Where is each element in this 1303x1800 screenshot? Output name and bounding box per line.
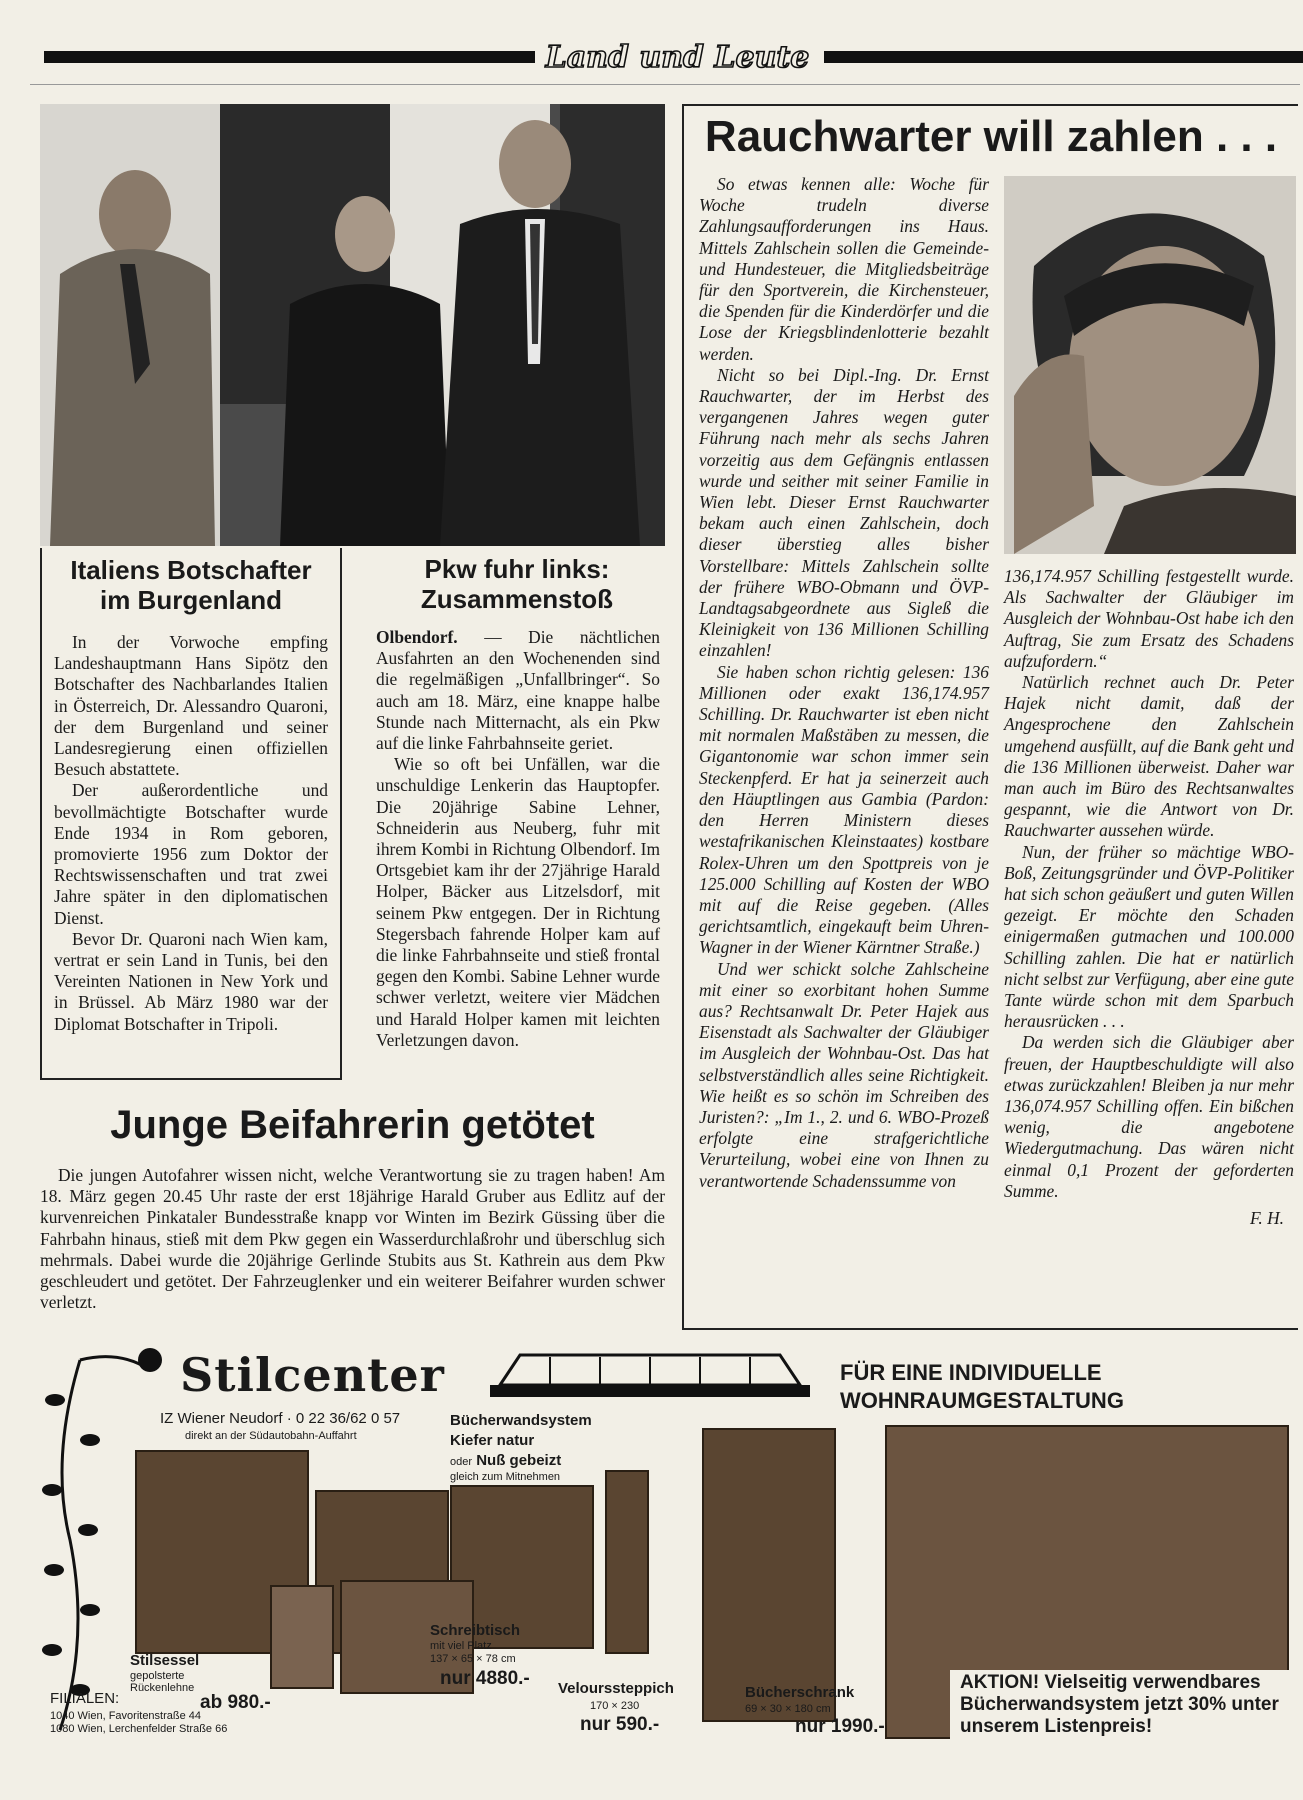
chair-image	[270, 1585, 334, 1689]
chair-title: Stilsessel	[130, 1652, 200, 1669]
section-title: Land und Leute	[535, 38, 820, 78]
rauchwarter-headline: Rauchwarter will zahlen . . .	[704, 112, 1278, 161]
desk-desc: mit viel Platz	[430, 1640, 492, 1652]
passenger-headline: Junge Beifahrerin getötet	[110, 1103, 595, 1147]
rauchwarter-portrait	[1004, 176, 1296, 554]
passenger-paragraph: Die jungen Autofahrer wissen nicht, welche Verantwortung sie zu tragen haben! Am 18. März gegen 20.45 Uhr raste der erst 18jährige Harald Gruber aus Edlitz auf der kurvenreichen Pinkataler Bundesstraße knapp vor Winten im Bezirk Güssing über die Fahrbahn hinaus, stieß mit dem Pkw gegen ein Wasserdurchlaßrohr und überschlug sich mehrmals. Dabei wurde die 20jährige Gerlinde Stubits aus St. Kathrein aus dem Pkw geschleudert und getötet. Der Fahrzeuglenker und ein weiterer Beifahrer wurden schwer verletzt.	[40, 1165, 665, 1313]
rauchwarter-paragraph: Nun, der früher so mächtige WBO-Boß, Zeitungsgründer und ÖVP-Politiker hat sich schon geäußert und guten Willen gezeigt. Er möchte den Schaden einigermaßen gutmachen und 100.000 Schilling zahlen. Die hat er natürlich nicht selbst zur Verfügung, aber eine gute Tante würde schon mit dem Sparbuch herausrücken . . .	[1004, 841, 1294, 1032]
rug-title: Velourssteppich	[558, 1680, 674, 1697]
crash-body	[376, 627, 660, 1051]
shelf-price: nur 1990.-	[795, 1716, 885, 1737]
desk-dims: 137 × 65 × 78 cm	[430, 1653, 516, 1665]
desk-price: nur 4880.-	[440, 1668, 530, 1689]
reception-photo	[40, 104, 665, 546]
rauchwarter-paragraph: Da werden sich die Gläubiger aber freuen, der Hauptbeschuldigte will also etwas zurückzahlen! Bleiben ja nur mehr 136,074.957 Schilling offen. Ein bißchen wenig, die angebotene Wiedergutmachung. Das wären nicht einmal 0,1 Prozent der geforderten Summe.	[1004, 1032, 1294, 1201]
store-building-illustration	[490, 1345, 810, 1405]
promo-line: unserem Listenpreis!	[960, 1716, 1153, 1737]
bookcase-note: gleich zum Mitnehmen	[450, 1471, 561, 1483]
bookcase-line1: Kiefer natur	[450, 1432, 535, 1449]
rauchwarter-paragraph: Natürlich rechnet auch Dr. Peter Hajek nicht damit, daß der Angesprochene den Zahlschein umgehend ausfüllt, auf die Bank geht und die 136 Millionen überweist. Daher war man auch im Büro des Rechtsanwaltes gespannt, wie die Antwort von Dr. Rauchwarter aussehen würde.	[1004, 672, 1294, 841]
crash-dateline: Olbendorf.	[376, 627, 458, 647]
chair-desc: gepolsterte Rückenlehne	[130, 1670, 195, 1694]
rauchwarter-paragraph: Sie haben schon richtig gelesen: 136 Millionen oder exakt 136,174.957 Schilling. Dr. Rauchwarter ist eben nicht mit normalen Maßstäben zu messen, die Gigantonomie war schon immer sein Steckenpferd. Er hat ja seinerzeit auch den Häuptlingen aus Gambia (Pardon: den Herren Ministern dieses westafrikanischen Kleinstaates) kostbare Rolex-Uhren um den Spottpreis von je 125.000 Schilling auf Kosten der WBO mit auf die Reise gegeben. (Alles gerichtsamtlich, eingekauft beim Uhren-Wagner in der Wiener Kärntner Straße.)	[699, 661, 989, 958]
crash-paragraph: — Die nächtlichen Ausfahrten an den Wochenenden sind die regelmäßigen „Unfallbringer“. So auch am 18. März, eine knappe halbe Stunde nach Mitternacht, als ein Pkw auf die linke Fahrbahnseite geriet.	[376, 627, 660, 754]
rug-dims: 170 × 230	[590, 1700, 640, 1712]
rug-price: nur 590.-	[580, 1714, 660, 1735]
promo-box	[950, 1670, 1290, 1740]
bookcase-image	[605, 1470, 649, 1654]
rauchwarter-paragraph: 136,174.957 Schilling festgestellt wurde. Als Sachwalter der Gläubiger im Ausgleich der Wohnbau-Ost habe ich den Auftrag, Sie zum Ersatz des Schadens aufzufordern.“	[1004, 566, 1294, 671]
branch-address: 1040 Wien, Favoritenstraße 44	[50, 1710, 202, 1722]
bookcase-title: Bücherwandsystem	[450, 1412, 592, 1429]
promo-line: Bücherwandsystem jetzt 30% unter	[960, 1694, 1279, 1715]
stilcenter-directions: direkt an der Südautobahn-Auffahrt	[185, 1430, 357, 1442]
italy-headline: Italiens Botschafter im Burgenland	[70, 555, 312, 615]
chair-price: ab 980.-	[200, 1692, 271, 1713]
passenger-article	[40, 1102, 665, 1313]
stilcenter-ad	[30, 1340, 1303, 1785]
desk-title: Schreibtisch	[430, 1622, 521, 1639]
crash-paragraph: Wie so oft bei Unfällen, war die unschuldige Lenkerin das Hauptopfer. Die 20jährige Sabine Lehner, Schneiderin aus Neuberg, fuhr mit ihrem Kombi in Richtung Olbendorf. Im Ortsgebiet kam ihr der 27jährige Harald Holper, Bäcker aus Litzelsdorf, mit seinem Pkw entgegen. Der in Richtung Stegersbach fahrende Holper kam auf die linke Fahrbahnseite und stieß frontal gegen den Kombi. Sabine Lehner wurde schwer verletzt, weitere vier Mädchen und Harald Holper kamen mit leichten Verletzungen davon.	[376, 754, 660, 1050]
ad-right-headline: FÜR EINE INDIVIDUELLE	[840, 1360, 1102, 1385]
italy-paragraph: In der Vorwoche empfing Landeshauptmann Hans Sipötz den Botschafter des Nachbarlandes Italien in Österreich, Dr. Alessandro Quaroni, der dem Burgenland und seiner Landesregierung einen offiziellen Besuch abstattete.	[54, 632, 328, 780]
bookshelf-image	[702, 1428, 836, 1722]
passenger-body	[40, 1165, 665, 1313]
rauchwarter-paragraph: Und wer schickt solche Zahlscheine mit einer so exorbitant hohen Summe aus? Rechtsanwalt Dr. Peter Hajek aus Eisenstadt als Sachwalter der Gläubiger im Ausgleich der Wohnbau-Ost. Das hat selbstverständlich alles seine Richtigkeit. Wie heißt es so schön im Schreiben des Juristen?: „Im 1., 2. und 6. WBO-Prozeß erfolgte eine strafgerichtliche Verurteilung, wobei eine von Ihnen zu verantwortende Schadenssumme von	[699, 958, 989, 1191]
promo-line: AKTION! Vielseitig verwendbares	[960, 1672, 1261, 1693]
shelf-dims: 69 × 30 × 180 cm	[745, 1703, 831, 1715]
stilcenter-address: IZ Wiener Neudorf · 0 22 36/62 0 57	[160, 1410, 401, 1427]
bookcase-line2: Nuß gebeizt	[476, 1452, 562, 1469]
rauchwarter-col2	[1004, 566, 1294, 1229]
italy-article-box	[40, 548, 342, 1080]
branches-label: FILIALEN:	[50, 1690, 120, 1707]
shelf-title: Bücherschrank	[745, 1684, 855, 1701]
rauchwarter-paragraph: So etwas kennen alle: Woche für Woche trudeln diverse Zahlungsaufforderungen ins Haus. Mittels Zahlschein sollen die Gemeinde- und Hundesteuer, die Mitgliedsbeiträge für den Sportverein, die Kirchensteuer, die Spenden für die Kinderdörfer und die Lose der Kriegsblindenlotterie bezahlt werden.	[699, 174, 989, 364]
italy-paragraph: Der außerordentliche und bevollmächtigte Botschafter wurde Ende 1934 in Rom geboren, promovierte 1956 zum Doktor der Rechtswissenschaften und trat zwei Jahre später in den diplomatischen Dienst.	[54, 780, 328, 928]
rauchwarter-paragraph: Nicht so bei Dipl.-Ing. Dr. Ernst Rauchwarter, der im Herbst des vergangenen Jahres wegen guter Führung nach mehr als sechs Jahren vorzeitig aus dem Gefängnis entlassen wurde und seither mit seiner Familie in Wien lebt. Dieser Ernst Rauchwarter bekam auch einen Zahlschein, doch dieser überstieg alles bisher Vorstellbare: Mittels Zahlschein sollte der frühere WBO-Obmann und ÖVP-Landtagsabgeordnete aus Sigleß die Kleinigkeit von 136 Millionen Schilling einzahlen!	[699, 364, 989, 661]
bookcase-or: oder	[450, 1456, 473, 1468]
rauchwarter-signature: F. H.	[1250, 1208, 1284, 1229]
italy-body	[54, 632, 328, 1035]
rauchwarter-col1	[699, 174, 989, 1192]
rauchwarter-article-box	[682, 104, 1298, 1330]
crash-headline: Pkw fuhr links: Zusammenstoß	[420, 554, 614, 614]
branch-address: 1080 Wien, Lerchenfelder Straße 66	[50, 1723, 228, 1735]
ad-right-headline: WOHNRAUMGESTALTUNG	[840, 1388, 1124, 1413]
italy-paragraph: Bevor Dr. Quaroni nach Wien kam, vertrat er sein Land in Tunis, bei den Vereinten Nationen in New York und in Brüssel. Ab März 1980 war der Diplomat Botschafter in Tripoli.	[54, 928, 328, 1034]
crash-article	[370, 554, 664, 1050]
stilcenter-logo: Stilcenter	[180, 1348, 445, 1402]
divider	[30, 84, 1300, 85]
